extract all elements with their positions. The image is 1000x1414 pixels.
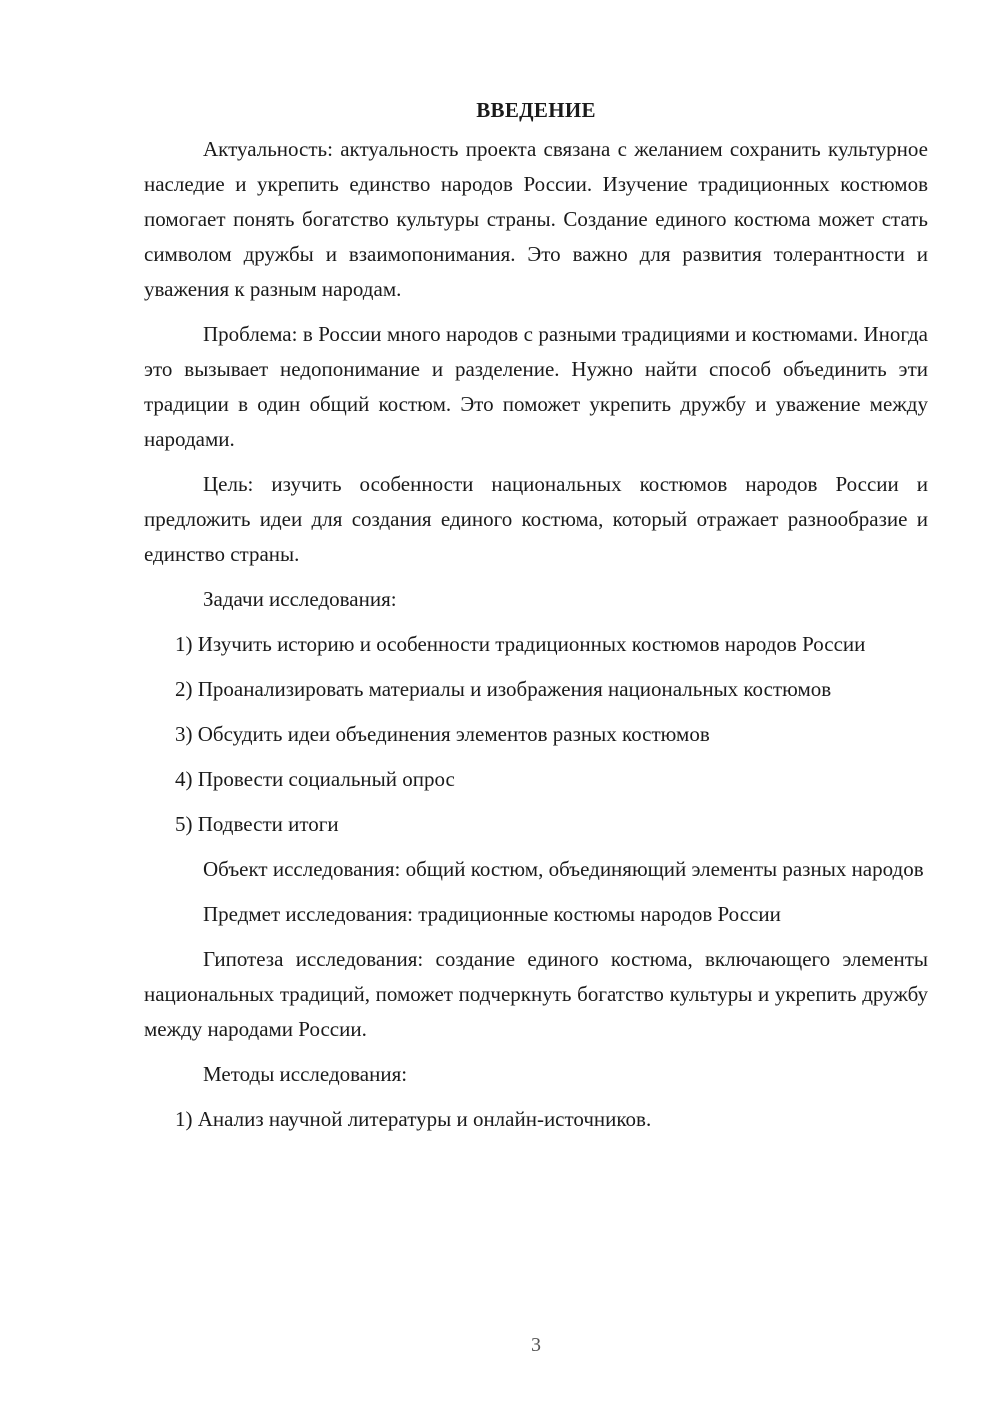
section-heading: ВВЕДЕНИЕ (476, 98, 596, 122)
subject-paragraph: Предмет исследования: традиционные костюмы народов России (203, 902, 781, 926)
page-number: 3 (531, 1334, 541, 1356)
relevance-paragraph: Актуальность: актуальность проекта связана с желанием сохранить культурное наследие и укрепить единство народов России. Изучение традиционных костюмов помогает понять богатство культуры страны. Создание единого костюма может стать символом дружбы и взаимопонимания. Это важно для развития толерантности и уважения к разным народам. (144, 137, 928, 301)
task-item: 5) Подвести итоги (175, 812, 339, 836)
hypothesis-paragraph: Гипотеза исследования: создание единого костюма, включающего элементы национальных традиций, поможет подчеркнуть богатство культуры и укрепить дружбу между народами России. (144, 947, 928, 1041)
goal-paragraph: Цель: изучить особенности национальных костюмов народов России и предложить идеи для создания единого костюма, который отражает разнообразие и единство страны. (144, 472, 928, 566)
methods-heading: Методы исследования: (203, 1062, 408, 1086)
task-item: 1) Изучить историю и особенности традиционных костюмов народов России (175, 632, 866, 656)
task-item: 2) Проанализировать материалы и изображения национальных костюмов (175, 677, 832, 701)
problem-paragraph: Проблема: в России много народов с разными традициями и костюмами. Иногда это вызывает недопонимание и разделение. Нужно найти способ объединить эти традиции в один общий костюм. Это поможет укрепить дружбу и уважение между народами. (144, 322, 928, 451)
object-paragraph: Объект исследования: общий костюм, объединяющий элементы разных народов (203, 857, 924, 881)
tasks-heading: Задачи исследования: (203, 587, 397, 611)
task-item: 4) Провести социальный опрос (175, 767, 455, 791)
method-item: 1) Анализ научной литературы и онлайн-источников. (175, 1107, 652, 1131)
document-page (144, 96, 928, 1147)
task-item: 3) Обсудить идеи объединения элементов разных костюмов (175, 722, 710, 746)
